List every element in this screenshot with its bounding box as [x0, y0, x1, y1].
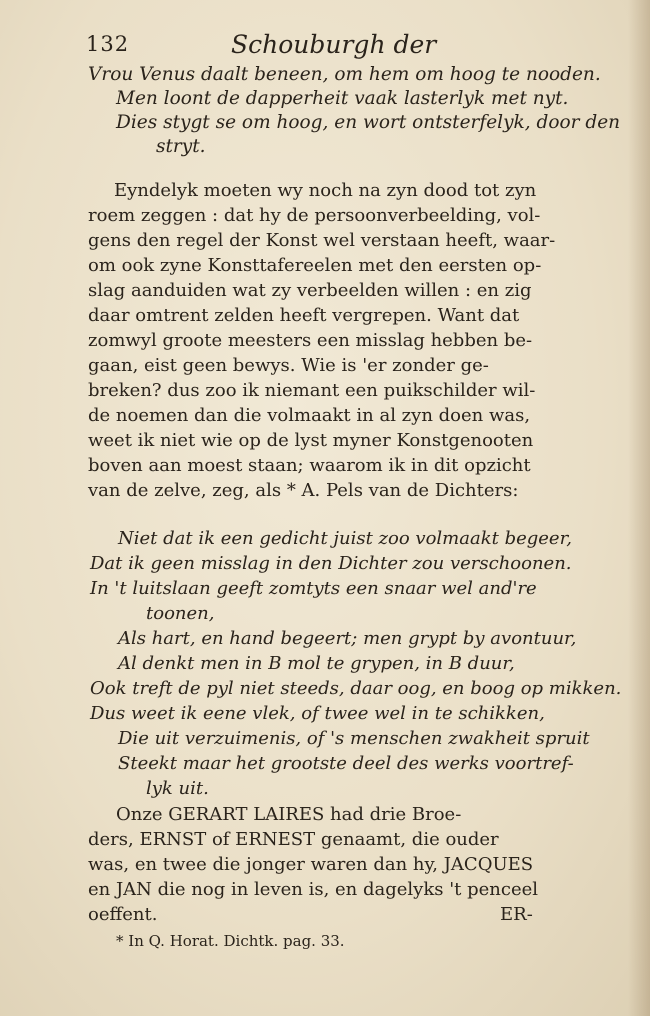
poem-line: Die uit verzuimenis, of 's menschen zwakheit spruit [118, 728, 590, 749]
prose-line: weet ik niet wie op de lyst myner Konstgenooten [88, 430, 534, 451]
prose-line: gaan, eist geen bewys. Wie is 'er zonder ge- [88, 355, 489, 376]
catchword: ER- [500, 904, 533, 925]
prose-line: Onze GERART LAIRES had drie Broe- [116, 804, 462, 825]
verse-line: stryt. [156, 136, 206, 157]
poem-line: Niet dat ik een gedicht juist zoo volmaakt begeer, [118, 528, 572, 549]
prose-line: roem zeggen : dat hy de persoonverbeelding, vol- [88, 205, 541, 226]
verse-line: Vrou Venus daalt beneen, om hem om hoog te nooden. [88, 64, 601, 85]
prose-line: de noemen dan die volmaakt in al zyn doen was, [88, 405, 531, 426]
verse-line: Dies stygt se om hoog, en wort ontsterfelyk, door den [116, 112, 621, 133]
prose-line: ders, ERNST of ERNEST genaamt, die ouder [88, 829, 499, 850]
page-header [86, 28, 556, 62]
poem-line: Dus weet ik eene vlek, of twee wel in te schikken, [90, 703, 545, 724]
prose-line: boven aan moest staan; waarom ik in dit opzicht [88, 455, 531, 476]
poem-line: Steekt maar het grootste deel des werks voortref- [118, 753, 574, 774]
verse-line: Men loont de dapperheit vaak lasterlyk met nyt. [116, 88, 569, 109]
running-head: Schouburgh der [231, 30, 437, 59]
prose-line: breken? dus zoo ik niemant een puikschilder wil- [88, 380, 536, 401]
prose-line: daar omtrent zelden heeft vergrepen. Want dat [88, 305, 520, 326]
poem-line: toonen, [146, 603, 215, 624]
page-edge-shadow [628, 0, 650, 1016]
poem-line: Ook treft de pyl niet steeds, daar oog, en boog op mikken. [90, 678, 622, 699]
poem-line: lyk uit. [146, 778, 209, 799]
prose-line: slag aanduiden wat zy verbeelden willen : en zig [88, 280, 532, 301]
poem-line: Al denkt men in B mol te grypen, in B duur, [118, 653, 515, 674]
prose-line: zomwyl groote meesters een misslag hebben be- [88, 330, 533, 351]
poem-line: Dat ik geen misslag in den Dichter zou verschoonen. [90, 553, 572, 574]
prose-line: gens den regel der Konst wel verstaan heeft, waar- [88, 230, 556, 251]
prose-line: oeffent. [88, 904, 158, 925]
page-number: 132 [86, 32, 130, 56]
prose-line: Eyndelyk moeten wy noch na zyn dood tot zyn [114, 180, 537, 201]
prose-line: van de zelve, zeg, als * A. Pels van de Dichters: [88, 480, 519, 501]
poem-line: In 't luitslaan geeft zomtyts een snaar wel and're [90, 578, 537, 599]
poem-line: Als hart, en hand begeert; men grypt by avontuur, [118, 628, 577, 649]
prose-line: om ook zyne Konsttafereelen met den eersten op- [88, 255, 542, 276]
prose-line: en JAN die nog in leven is, en dagelyks 't penceel [88, 879, 539, 900]
footnote: * In Q. Horat. Dichtk. pag. 33. [116, 932, 345, 950]
prose-line: was, en twee die jonger waren dan hy, JACQUES [88, 854, 534, 875]
